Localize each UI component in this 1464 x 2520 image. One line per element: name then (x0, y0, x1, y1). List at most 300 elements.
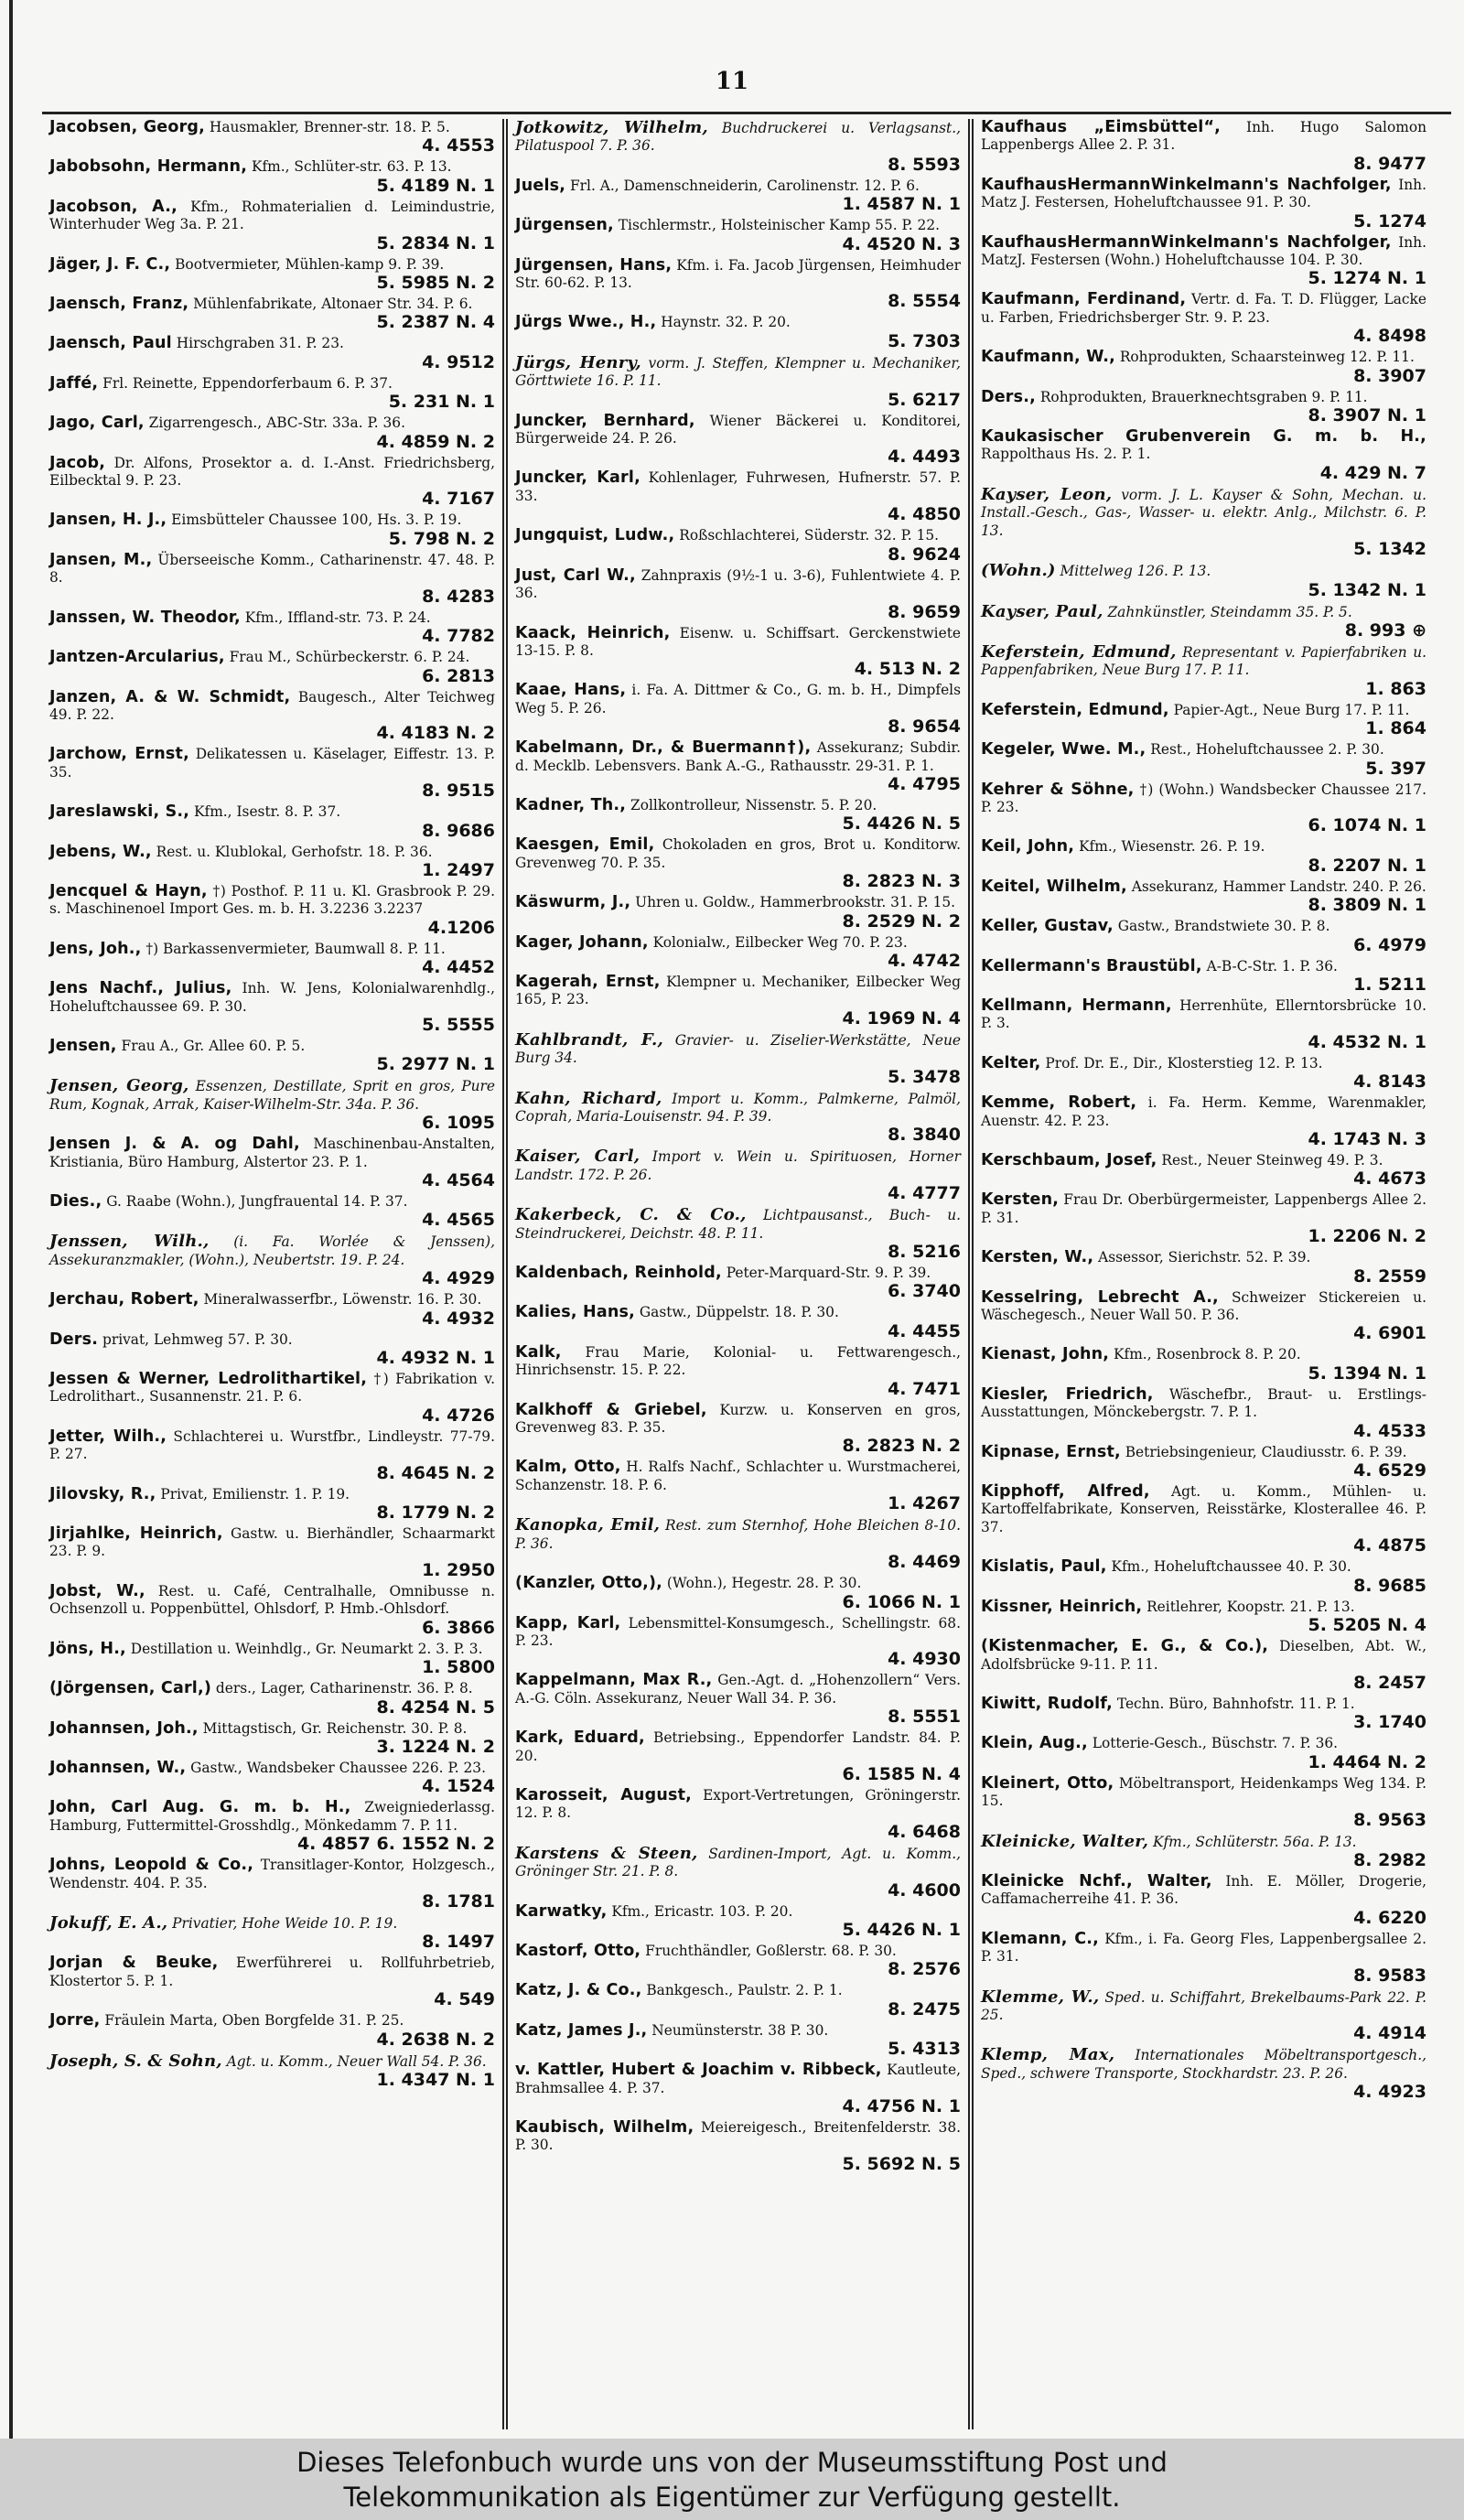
entry-details: Assekuranz, Hammer Landstr. 240. P. 26. (1126, 878, 1426, 895)
entry-name: Ders., (981, 387, 1036, 406)
entry-name: Kapp, Karl, (515, 1613, 621, 1632)
phone-number: 8. 2529 N. 2 (842, 910, 961, 932)
entry-name: Kiesler, Friedrich, (981, 1384, 1154, 1404)
entry-details: Kohlenlager, Fuhrwesen, Hufnerstr. 57. P. 33. (515, 469, 961, 504)
entry-name: Kark, Eduard, (515, 1728, 645, 1748)
entry-name: Kahlbrandt, F., (515, 1029, 663, 1050)
entry-details: Sped. u. Schiffahrt, Brekelbaums-Park 22. P. 25. (981, 1988, 1426, 2023)
phone-number: 1. 2206 N. 2 (1308, 1226, 1426, 1247)
entry-details: Rest. zum Sternhof, Hohe Bleichen 8-10. P. 36. (515, 1517, 961, 1552)
entry-details: Mittagstisch, Gr. Reichenstr. 30. P. 8. (198, 1719, 468, 1737)
entry-details: A-B-C-Str. 1. P. 36. (1201, 957, 1338, 975)
column-1 (42, 119, 502, 2429)
entry-details: Baugesch., Alter Teichweg 49. P. 22. (49, 688, 496, 723)
entry-details: (Wohn.), Hegestr. 28. P. 30. (662, 1575, 862, 1592)
entry-details: Lebensmittel-Konsumgesch., Schellingstr. 68. P. 23. (515, 1614, 961, 1649)
entry-name: Kayser, Paul, (981, 601, 1103, 621)
entry-details: Kfm., Ericastr. 103. P. 20. (607, 1902, 793, 1920)
entry-details: Rest. u. Klublokal, Gerhofstr. 18. P. 36. (151, 843, 433, 860)
phone-number: 4. 8143 (1353, 1072, 1426, 1093)
entry-name: Just, Carl W., (515, 565, 636, 585)
listing-entry (49, 609, 495, 645)
phone-number: 5. 5555 (422, 1014, 495, 1035)
entry-details: †) Fabrikation v. Ledrolithart., Susannenstr. 21. P. 6. (49, 1371, 495, 1405)
listing-entry (49, 1038, 495, 1073)
entry-name: Kaldenbach, Reinhold, (515, 1264, 722, 1283)
entry-details: vorm. J. Steffen, Klempner u. Mechaniker, Görttwiete 16. P. 11. (515, 354, 961, 390)
entry-name: Kaubisch, Wilhelm, (515, 2118, 694, 2137)
entry-details: Fräulein Marta, Oben Borgfelde 31. P. 25. (100, 2012, 404, 2030)
entry-details: Betriebsing., Eppendorfer Landstr. 84. P. 20. (515, 1729, 961, 1764)
phone-number: 8. 3907 N. 1 (1308, 405, 1426, 426)
phone-number: 8. 9583 (1353, 1965, 1426, 1986)
entry-name: Juncker, Karl, (515, 468, 640, 488)
entry-details: Frl. A., Damenschneiderin, Carolinenstr. 12. P. 6. (565, 177, 920, 194)
listing-entry (981, 428, 1426, 482)
listing-entry (49, 1720, 495, 1756)
entry-details: Inh. Matz J. Festersen, Hoheluftchaussee 91. P. 30. (981, 176, 1426, 211)
phone-number: 6. 2813 (422, 665, 495, 686)
listing-entry (49, 746, 495, 800)
entry-details: Mühlenfabrikate, Altonaer Str. 34. P. 6. (188, 296, 473, 313)
entry-name: Katz, J. & Co., (515, 1981, 642, 2000)
phone-number: 3. 1740 (1353, 1712, 1426, 1733)
entry-name: Jens Nachf., Julius, (49, 979, 232, 998)
phone-number: 4. 4532 N. 1 (1308, 1031, 1426, 1052)
listing-entry (515, 469, 961, 523)
entry-details: Frau M., Schürbeckerstr. 6. P. 24. (224, 649, 470, 666)
phone-number: 8. 2823 N. 3 (842, 871, 961, 892)
entry-name: Klemp, Max, (981, 2045, 1115, 2065)
phone-number: 3. 1224 N. 2 (376, 1736, 495, 1757)
entry-name: Kegeler, Wwe. M., (981, 740, 1146, 759)
entry-name: Kemme, Robert, (981, 1093, 1137, 1113)
entry-name: Jürgs, Henry, (515, 352, 641, 372)
listing-entry (49, 552, 495, 606)
entry-details: Bootvermieter, Mühlen-kamp 9. P. 39. (170, 255, 445, 273)
listing-entry (49, 119, 495, 155)
listing-entry (981, 997, 1426, 1051)
listing-entry (49, 1331, 495, 1367)
listing-entry (49, 1857, 495, 1911)
entry-details: Betriebsingenieur, Claudiusstr. 6. P. 39. (1120, 1443, 1407, 1460)
listing-entry (981, 838, 1426, 874)
entry-name: Kastorf, Otto, (515, 1941, 641, 1960)
phone-number: 8. 3907 (1353, 365, 1426, 386)
entry-details: (i. Fa. Worlée & Jenssen), Assekuranzmakler, (Wohn.), Neubertstr. 19. P. 24. (49, 1233, 496, 1268)
entry-name: Jessen & Werner, Ledrolithartikel, (49, 1370, 368, 1389)
listing-entry (515, 314, 961, 350)
entry-details: Prof. Dr. E., Dir., Klosterstieg 12. P. 13. (1040, 1054, 1323, 1072)
phone-number: 4. 4520 N. 3 (842, 233, 961, 254)
entry-name: Kienast, John, (981, 1345, 1110, 1364)
entry-name: Johannsen, Joh., (49, 1718, 199, 1738)
entry-details: Papier-Agt., Neue Burg 17. P. 11. (1168, 701, 1410, 718)
entry-details: Chokoladen en gros, Brot u. Konditorw. Grevenweg 70. P. 35. (515, 836, 961, 871)
phone-number: 4. 7167 (422, 489, 495, 510)
phone-number: 8. 4254 N. 5 (376, 1696, 495, 1718)
listing-entry (49, 256, 495, 292)
listing-entry (981, 1249, 1426, 1285)
entry-name: Kleinicke Nchf., Walter, (981, 1871, 1212, 1890)
entry-details: Ewerführerei u. Rollfuhrbetrieb, Klostertor 5. P. 1. (49, 1955, 495, 1989)
phone-number: 8. 3809 N. 1 (1308, 895, 1426, 916)
listing-entry (49, 803, 495, 839)
phone-number: 8. 3840 (888, 1125, 961, 1146)
phone-number: 1. 863 (1365, 678, 1426, 699)
listing-entry (515, 739, 961, 793)
entry-details: Zollkontrolleur, Nissenstr. 5. P. 20. (626, 796, 877, 813)
phone-number: 5. 2387 N. 4 (376, 312, 495, 333)
entry-name: Jungquist, Ludw., (515, 526, 675, 545)
listing-entry (49, 649, 495, 684)
footer-line-1: Dieses Telefonbuch wurde uns von der Museumsstiftung Post und (296, 2446, 1168, 2478)
entry-name: Jorjan & Beuke, (49, 1954, 219, 1973)
entry-details: Agt. u. Komm., Neuer Wall 54. P. 36. (221, 2052, 487, 2070)
phone-number: 4. 4742 (888, 950, 961, 971)
listing-entry (981, 1094, 1426, 1148)
listing-entry (981, 234, 1426, 288)
listing-entry (515, 2022, 961, 2058)
entry-name: Jöns, H., (49, 1639, 126, 1658)
entry-name: Kaufhaus „Eimsbüttel“, (981, 119, 1222, 136)
entry-name: Juels, (515, 176, 566, 195)
entry-details: Zahnpraxis (9½-1 u. 3-6), Fuhlentwiete 4. P. 36. (515, 566, 961, 602)
entry-name: Klemann, C., (981, 1929, 1099, 1948)
listing-entry (515, 1344, 961, 1398)
entry-details: Dieselben, Abt. W., Adolfsbrücke 9-11. P. 11. (981, 1638, 1426, 1673)
listing-entry (515, 1402, 961, 1456)
entry-name: Jaffé, (49, 373, 99, 393)
listing-entry (515, 1147, 961, 1202)
listing-entry (981, 1873, 1426, 1927)
entry-details: †) Barkassenvermieter, Baumwall 8. P. 11. (141, 940, 446, 957)
entry-details: Peter-Marquard-Str. 9. P. 39. (721, 1265, 931, 1282)
listing-entry (515, 119, 961, 174)
phone-number: 4. 2638 N. 2 (376, 2029, 495, 2050)
phone-number: 1. 4587 N. 1 (842, 194, 961, 215)
listing-entry (981, 1346, 1426, 1382)
listing-entry (49, 2052, 495, 2089)
entry-name: Keferstein, Edmund, (981, 700, 1169, 719)
entry-details: Delikatessen u. Käselager, Eiffestr. 13. P. 35. (49, 746, 495, 781)
listing-entry (49, 1525, 495, 1579)
phone-number: 8. 2982 (1353, 1849, 1426, 1870)
entry-name: Kleinicke, Walter, (981, 1831, 1149, 1851)
phone-number: 5. 2834 N. 1 (376, 232, 495, 253)
listing-entry (49, 1486, 495, 1522)
phone-number: 4. 4932 (422, 1308, 495, 1329)
entry-details: Uhren u. Goldw., Hammerbrookstr. 31. P. 15. (630, 894, 956, 911)
entry-details: Kfm., i. Fa. Georg Fles, Lappenbergsallee 2. P. 31. (981, 1930, 1426, 1965)
phone-number: 4. 4726 (422, 1405, 495, 1426)
entry-name: Juncker, Bernhard, (515, 411, 695, 430)
phone-number: 4. 4553 (422, 135, 495, 156)
entry-name: Jorre, (49, 2011, 101, 2030)
phone-number: 4. 4795 (888, 773, 961, 794)
listing-entry (515, 1265, 961, 1300)
phone-number: 4. 4932 N. 1 (376, 1348, 495, 1369)
entry-details: Export-Vertretungen, Gröningerstr. 12. P. 8. (515, 1786, 961, 1822)
entry-details: Lotterie-Gesch., Büschstr. 7. P. 36. (1087, 1735, 1339, 1752)
entry-details: privat, Lehmweg 57. P. 30. (98, 1330, 293, 1348)
entry-name: Kayser, Leon, (981, 484, 1113, 504)
entry-details: ders., Lager, Catharinenstr. 36. P. 8. (211, 1680, 473, 1697)
entry-name: Jebens, W., (49, 842, 152, 861)
phone-number: 1. 4464 N. 2 (1308, 1751, 1426, 1772)
entry-details: Rappolthaus Hs. 2. P. 1. (981, 446, 1151, 463)
entry-details: Gastw. u. Bierhändler, Schaarmarkt 23. P. 9. (49, 1525, 495, 1560)
phone-number: 5. 231 N. 1 (388, 392, 495, 413)
entry-name: Kaufmann, W., (981, 348, 1115, 367)
phone-number: 6. 1095 (422, 1113, 495, 1134)
entry-name: (Kanzler, Otto,), (515, 1574, 663, 1593)
listing-entry (981, 918, 1426, 953)
phone-number: 5. 7303 (888, 330, 961, 351)
entry-name: Jacobson, A., (49, 197, 178, 216)
entry-details: Agt. u. Komm., Mühlen- u. Kartoffelfabrikate, Konserven, Reisstärke, Klosterallee 46. P. 37. (981, 1483, 1426, 1535)
entry-details: H. Ralfs Nachf., Schlachter u. Wurstmacherei, Schanzenstr. 18. P. 6. (515, 1459, 961, 1493)
entry-name: Janssen, W. Theodor, (49, 608, 241, 627)
listing-entry (515, 797, 961, 833)
entry-details: Import u. Komm., Palmkerne, Palmöl, Coprah, Maria-Louisenstr. 94. P. 39. (515, 1090, 961, 1125)
entry-details: Techn. Büro, Bahnhofstr. 11. P. 1. (1112, 1695, 1355, 1712)
entry-details: Wäschefbr., Braut- u. Erstlings-Ausstattungen, Mönckebergstr. 7. P. 1. (981, 1385, 1426, 1421)
entry-name: Karosseit, August, (515, 1785, 693, 1804)
listing-entry (515, 682, 961, 736)
listing-entry (515, 1845, 961, 1900)
phone-number: 8. 4469 (888, 1552, 961, 1573)
phone-number: 4. 4859 N. 2 (376, 431, 495, 452)
entry-name: Klein, Aug., (981, 1734, 1088, 1753)
listing-entry (49, 296, 495, 331)
entry-name: Kellermann's Braustübl, (981, 956, 1202, 975)
listing-entry (515, 934, 961, 970)
entry-name: Jürgs Wwe., H., (515, 313, 657, 332)
listing-entry (981, 2046, 1426, 2101)
phone-number: 1. 2950 (422, 1559, 495, 1580)
entry-details: Reitlehrer, Koopstr. 21. P. 13. (1142, 1598, 1355, 1615)
entry-details: Rest., Hoheluftchaussee 2. P. 30. (1146, 741, 1384, 759)
phone-number: 6. 4979 (1353, 934, 1426, 955)
entry-name: Jacob, (49, 453, 106, 472)
listing-entry (515, 567, 961, 621)
entry-details: Haynstr. 32. P. 20. (656, 314, 791, 331)
phone-number: 8. 9685 (1353, 1575, 1426, 1596)
column-divider (502, 119, 508, 2429)
listing-entry (515, 2119, 961, 2173)
entry-name: Kappelmann, Max R., (515, 1671, 713, 1690)
entry-name: Kalies, Hans, (515, 1303, 635, 1322)
listing-entry (49, 689, 495, 743)
entry-name: Jaensch, Franz, (49, 295, 189, 314)
phone-number: 4. 6901 (1353, 1323, 1426, 1344)
listing-entry (49, 1641, 495, 1676)
phone-number: 5. 1274 N. 1 (1308, 268, 1426, 289)
listing-entry (981, 486, 1426, 558)
entry-details: Frl. Reinette, Eppendorferbaum 6. P. 37. (98, 374, 393, 392)
listing-entry (981, 1599, 1426, 1634)
phone-number: 8. 5554 (888, 291, 961, 312)
entry-details: Überseeische Komm., Catharinenstr. 47. 48. P. 8. (49, 551, 495, 587)
entry-details: Schweizer Stickereien u. Wäschegesch., Neuer Wall 50. P. 36. (981, 1288, 1426, 1324)
phone-number: 5. 1274 (1353, 210, 1426, 232)
listing-entry (49, 1136, 495, 1190)
phone-number: 8. 2576 (888, 1959, 961, 1980)
entry-name: Joseph, S. & Sohn, (49, 2051, 222, 2071)
entry-details: Rest., Neuer Steinweg 49. P. 3. (1157, 1152, 1383, 1168)
entry-details: Kurzw. u. Konserven en gros, Grevenweg 83. P. 35. (515, 1401, 961, 1437)
entry-name: Klemme, W., (981, 1987, 1100, 2007)
entry-details: Eisenw. u. Schiffsart. Gerckenstwiete 13-15. P. 8. (515, 624, 961, 659)
entry-details: Sardinen-Import, Agt. u. Komm., Gröninger Str. 21. P. 8. (515, 1845, 962, 1880)
entry-name: Jansen, M., (49, 550, 153, 569)
entry-details: Herrenhüte, Ellerntorsbrücke 10. P. 3. (981, 996, 1426, 1032)
listing-entry (515, 1729, 961, 1783)
listing-entry (981, 1638, 1426, 1692)
phone-number: 4. 6468 (888, 1821, 961, 1842)
phone-number: 8. 9624 (888, 544, 961, 565)
entry-details: Rohprodukten, Schaarsteinweg 12. P. 11. (1114, 349, 1415, 366)
entry-name: Johns, Leopold & Co., (49, 1856, 254, 1875)
listing-entry (981, 1931, 1426, 1985)
entry-name: Jantzen-Arcularius, (49, 648, 225, 667)
phone-number: 4. 7471 (888, 1378, 961, 1399)
entry-name: Katz, James J., (515, 2020, 648, 2040)
listing-entry (981, 389, 1426, 425)
phone-number: 1. 4267 (888, 1493, 961, 1514)
entry-name: Kersten, W., (981, 1248, 1094, 1267)
listing-entry (515, 1516, 961, 1571)
phone-number: 4.1206 (427, 917, 495, 938)
phone-number: 4. 4533 (1353, 1420, 1426, 1441)
entry-name: Jensen, (49, 1036, 117, 1055)
entry-name: Kesselring, Lebrecht A., (981, 1287, 1219, 1307)
phone-number: 4. 513 N. 2 (854, 659, 961, 680)
entry-name: Kalkhoff & Griebel, (515, 1400, 707, 1419)
listing-entry (49, 844, 495, 879)
entry-details: Rohprodukten, Brauerknechtsgraben 9. P. 11. (1035, 388, 1368, 405)
listing-entry (515, 527, 961, 563)
entry-details: Zahnkünstler, Steindamm 35. P. 5. (1103, 603, 1352, 620)
entry-details: Gastw., Brandstwiete 30. P. 8. (1113, 918, 1330, 935)
phone-number: 5. 5205 N. 4 (1308, 1615, 1426, 1636)
entry-details: †) (Wohn.) Wandsbecker Chaussee 217. P. 23. (981, 781, 1426, 815)
phone-number: 8. 1781 (422, 1890, 495, 1912)
entry-name: Kadner, Th., (515, 795, 627, 814)
phone-number: 6. 1074 N. 1 (1308, 815, 1426, 836)
entry-details: Kfm., Rosenbrock 8. P. 20. (1109, 1346, 1301, 1363)
entry-name: Jürgensen, Hans, (515, 255, 673, 275)
entry-name: KaufhausHermannWinkelmann's Nachfolger, (981, 175, 1392, 194)
listing-entry (981, 1483, 1426, 1555)
entry-name: Kersten, (981, 1190, 1060, 1210)
entry-name: Jäger, J. F. C., (49, 254, 171, 274)
entry-details: Eimsbütteler Chaussee 100, Hs. 3. P. 19. (167, 512, 462, 529)
phone-number: 5. 4426 N. 1 (842, 1919, 961, 1940)
phone-number: 5. 798 N. 2 (388, 528, 495, 549)
entry-details: Frau Marie, Kolonial- u. Fettwarengesch., Hinrichsenstr. 15. P. 22. (515, 1343, 961, 1379)
listing-entry (981, 1191, 1426, 1245)
binding-edge (9, 0, 13, 2439)
entry-name: Jokuff, E. A., (49, 1912, 168, 1933)
footer-line-2: Telekommunikation als Eigentümer zur Verfügung gestellt. (343, 2481, 1121, 2513)
phone-number: 6. 3740 (888, 1281, 961, 1302)
entry-name: Jürgensen, (515, 216, 614, 235)
entry-name: Keferstein, Edmund, (981, 641, 1177, 662)
column-3 (974, 119, 1434, 2429)
listing-entry (49, 375, 495, 411)
phone-number: 5. 4313 (888, 2039, 961, 2060)
phone-number: 1. 2497 (422, 859, 495, 880)
entry-name: Kanopka, Emil, (515, 1515, 661, 1535)
entry-name: Jencquel & Hayn, (49, 881, 208, 900)
listing-entry (49, 883, 495, 937)
phone-number: 5. 6217 (888, 389, 961, 410)
phone-number: 4. 7782 (422, 626, 495, 647)
listing-entry (49, 1799, 495, 1853)
phone-number: 8. 5551 (888, 1707, 961, 1728)
entry-details: Buchdruckerei u. Verlagsanst., Pilatuspool 7. P. 36. (515, 120, 961, 155)
listing-entry (515, 1090, 961, 1145)
entry-name: Kaufmann, Ferdinand, (981, 290, 1187, 309)
entry-name: Keitel, Wilhelm, (981, 877, 1127, 896)
listing-entry (49, 335, 495, 371)
entry-name: Jaensch, Paul (49, 334, 172, 353)
phone-number: 8. 2559 (1353, 1265, 1426, 1287)
listing-entry (981, 702, 1426, 738)
phone-number: 4. 4850 (888, 504, 961, 525)
phone-number: 8. 4283 (422, 586, 495, 607)
entry-name: Kakerbeck, C. & Co., (515, 1205, 747, 1225)
phone-number: 4. 1743 N. 3 (1308, 1129, 1426, 1149)
entry-name: Kleinert, Otto, (981, 1773, 1114, 1793)
phone-number: 4. 4452 (422, 957, 495, 978)
listing-entry (49, 1291, 495, 1327)
listing-entry (49, 980, 495, 1034)
phone-number: 5. 1394 N. 1 (1308, 1362, 1426, 1384)
entry-details: Internationales Möbeltransportgesch., Sped., schwere Transporte, Stockhardstr. 23. P. 26. (981, 2047, 1426, 2082)
listing-entry (49, 512, 495, 547)
listing-entry (981, 1386, 1426, 1440)
phone-number: 8. 2207 N. 1 (1308, 855, 1426, 876)
phone-number: 4. 549 (434, 1989, 495, 2010)
listing-entry (49, 1428, 495, 1482)
entry-name: Keller, Gustav, (981, 917, 1114, 936)
phone-number: 4. 4493 (888, 447, 961, 468)
entry-name: Kagerah, Ernst, (515, 972, 661, 991)
footer-notice (0, 2439, 1464, 2520)
entry-details: Mittelweg 126. P. 13. (1055, 563, 1211, 580)
phone-number: 4. 6529 (1353, 1460, 1426, 1481)
phone-number: 5. 397 (1365, 758, 1426, 779)
phone-number: 4. 6220 (1353, 1907, 1426, 1928)
entry-details: Kfm., Rohmaterialien d. Leimindustrie, Winterhuder Weg 3a. P. 21. (49, 198, 495, 233)
listing-entry (981, 119, 1426, 173)
listing-entry (981, 781, 1426, 835)
phone-number: 4. 4565 (422, 1210, 495, 1231)
listing-entry (515, 625, 961, 679)
entry-name: Jilovsky, R., (49, 1484, 156, 1503)
listing-entry (981, 1444, 1426, 1480)
entry-details: Gravier- u. Ziselier-Werkstätte, Neue Burg 34. (515, 1031, 961, 1067)
entry-details: Fruchthändler, Goßlerstr. 68. P. 30. (640, 1942, 897, 1959)
entry-name: Jens, Joh., (49, 939, 142, 958)
entry-name: Kaesgen, Emil, (515, 835, 655, 855)
listing-entry (981, 349, 1426, 384)
phone-number: 5. 3478 (888, 1066, 961, 1087)
listing-entry (515, 1031, 961, 1086)
